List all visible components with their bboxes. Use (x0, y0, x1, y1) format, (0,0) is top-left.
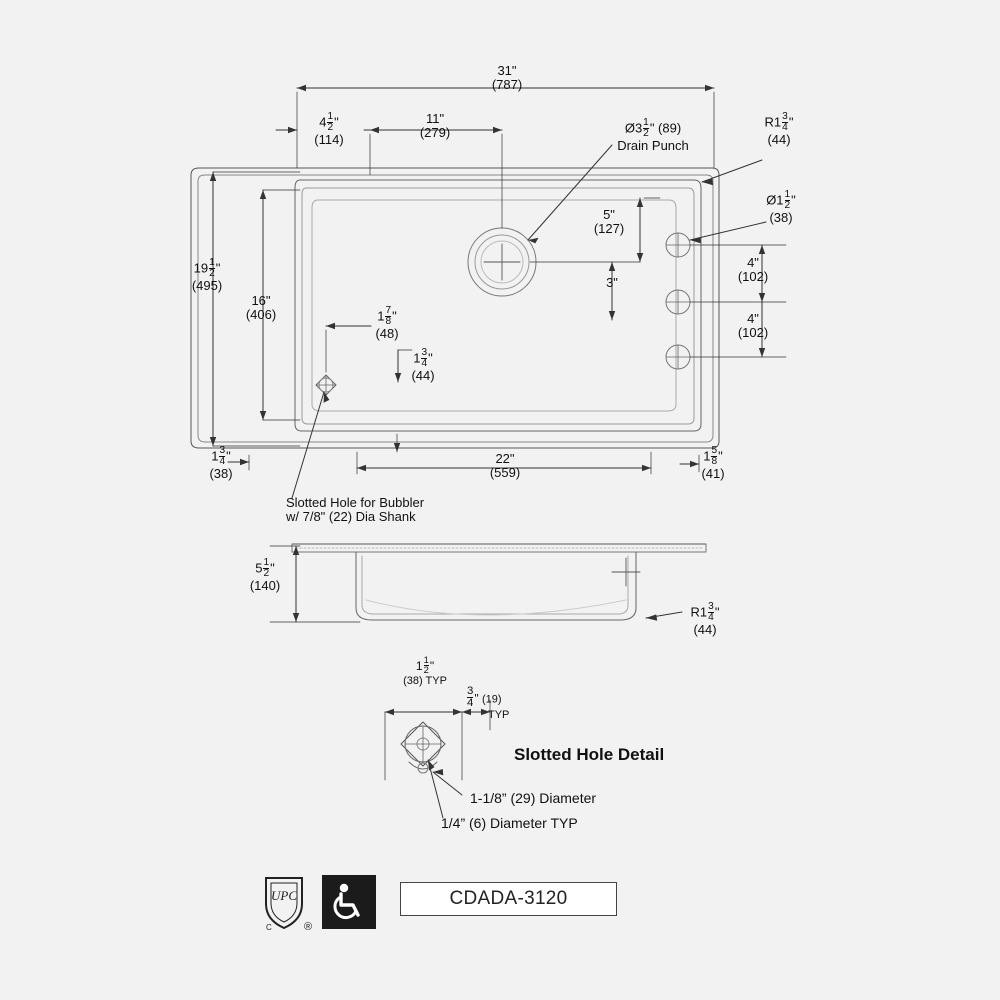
dim-hole-spacing-2: 4" (102) (737, 311, 769, 340)
note-detail-dia-1: 1-1/8” (29) Diameter (470, 790, 597, 806)
dim-left-offset: 4 $\frac{1}{2}$ " (114) (314, 111, 344, 148)
note-slotted-hole: Slotted Hole for Bubbler w/ 7/8" (22) Dia Shank (286, 495, 425, 524)
model-number-text: CDADA-3120 (449, 888, 568, 909)
model-number-box (400, 882, 617, 916)
svg-text:UPC: UPC (271, 888, 297, 903)
note-detail-dia-2: 1/4” (6) Diameter TYP (441, 815, 578, 831)
dim-slot-offset-x: 1 $\frac{7}{8}$ " (48) (375, 305, 399, 342)
svg-text:®: ® (304, 921, 313, 933)
note-drain-punch: Ø3 $\frac{1}{2}$ " (89) Drain Punch (617, 117, 689, 154)
wheelchair-icon (322, 875, 376, 929)
dim-detail-slot-length: 1 $\frac{1}{2}$ " (38) TYP (403, 655, 447, 687)
dim-bottom-left-edge: 1 $\frac{3}{4}$ " (38) (209, 445, 233, 482)
dim-corner-radius-side: R1 $\frac{3}{4}$ " (44) (690, 601, 720, 638)
svg-text:C: C (266, 923, 272, 932)
dim-bowl-width: 22" (559) (489, 451, 521, 480)
dim-drain-from-top: 5" (127) (593, 207, 625, 236)
dim-detail-slot-width: $\frac{3}{4}$ " (19) TYP (467, 685, 510, 721)
dim-drain-to-bowl: 3" (606, 275, 618, 290)
dim-slot-offset-y: 1 $\frac{3}{4}$ " (44) (411, 347, 435, 384)
dim-hole-spacing-1: 4" (102) (737, 255, 769, 284)
dim-overall-depth: 19 $\frac{1}{2}$ " (495) (191, 257, 223, 294)
dim-faucet-hole-dia: Ø1 $\frac{1}{2}$ " (38) (766, 189, 796, 226)
dim-drain-from-left: 11" (279) (419, 111, 451, 140)
dim-overall-width: 31" (787) (491, 63, 523, 92)
dim-bowl-depth: 16" (406) (245, 293, 277, 322)
dim-bottom-right-edge: 1 $\frac{5}{8}$ " (41) (701, 445, 725, 482)
dim-corner-radius-top: R1 $\frac{3}{4}$ " (44) (764, 111, 794, 148)
detail-title: Slotted Hole Detail (514, 745, 665, 764)
upc-certification-badge (258, 872, 318, 934)
dim-bowl-height-side: 5 $\frac{1}{2}$ " (140) (249, 557, 281, 594)
